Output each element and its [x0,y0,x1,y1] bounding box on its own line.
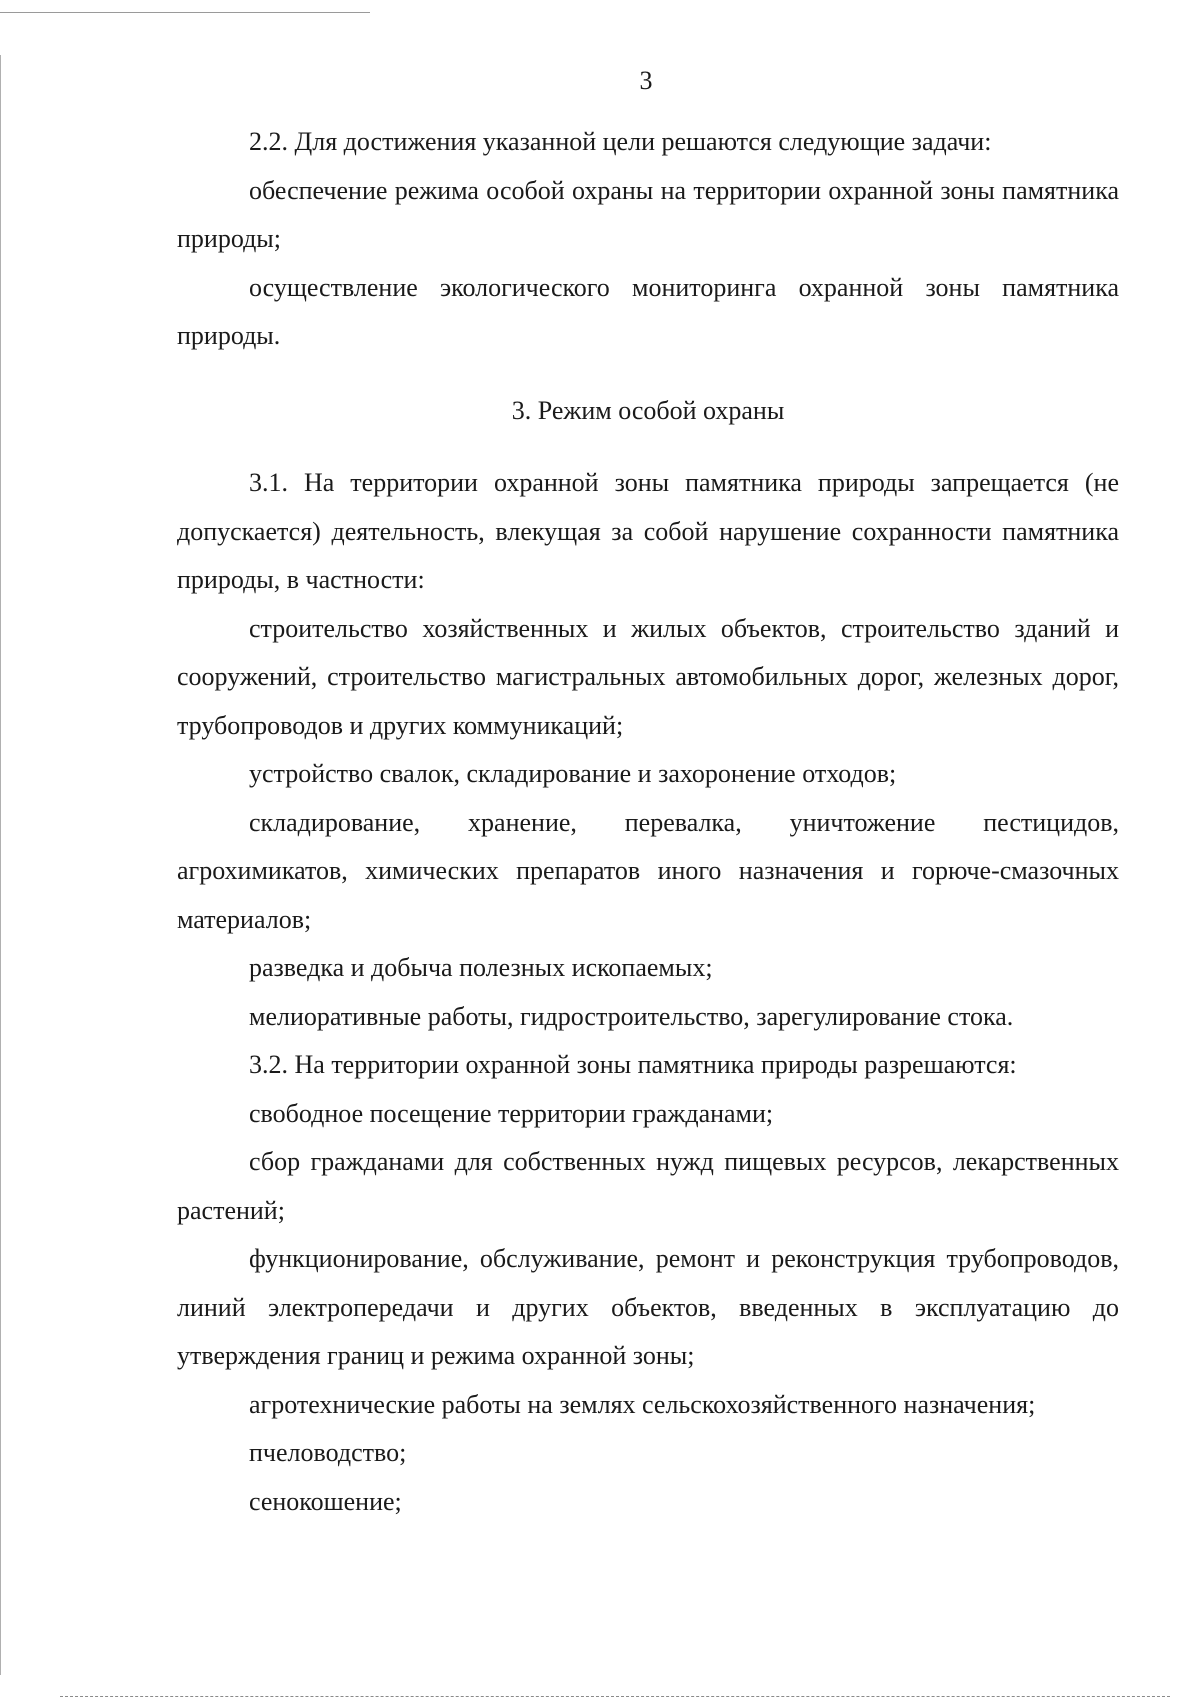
allowed-item-haymaking: сенокошение; [249,1486,402,1516]
page-number: 3 [639,66,653,95]
scan-border-left [0,55,1,1675]
paragraph-3-1: 3.1. На территории охранной зоны памятника природы запрещается (не допускается) деятельность, влекущая за собой нарушение сохранности памятника природы, в частности: [177,468,1119,594]
allowed-item-gathering: сбор гражданами для собственных нужд пищевых ресурсов, лекарственных растений; [177,1147,1119,1225]
paragraph-3-2: 3.2. На территории охранной зоны памятника природы разрешаются: [249,1050,1017,1079]
prohibited-item-pesticides: складирование, хранение, перевалка, уничтожение пестицидов, агрохимикатов, химических препаратов иного назначения и горюче-смазочных материалов; [177,807,1119,934]
allowed-item-infrastructure: функционирование, обслуживание, ремонт и реконструкция трубопроводов, линий электропередачи и других объектов, введенных в эксплуатацию до утверждения границ и режима охранной зоны; [177,1244,1119,1370]
document-body [177,118,1119,1526]
prohibited-item-construction: строительство хозяйственных и жилых объектов, строительство зданий и сооружений, строительство магистральных автомобильных дорог, железных дорог, трубопроводов и других коммуникаций; [177,613,1119,740]
prohibited-item-dumps: устройство свалок, складирование и захоронение отходов; [249,759,897,788]
allowed-item-beekeeping: пчеловодство; [249,1438,407,1467]
allowed-item-visits: свободное посещение территории гражданами; [249,1098,774,1128]
paragraph-2-2: 2.2. Для достижения указанной цели решаются следующие задачи: [249,127,992,156]
section-heading: 3. Режим особой охраны [511,395,785,425]
prohibited-item-mining: разведка и добыча полезных ископаемых; [249,953,713,982]
scan-border-top [0,12,370,13]
task-item-protection-regime: обеспечение режима особой охраны на территории охранной зоны памятника природы; [177,175,1119,253]
prohibited-item-melioration: мелиоративные работы, гидростроительство, зарегулирование стока. [249,1001,1014,1031]
task-item-monitoring: осуществление экологического мониторинга охранной зоны памятника природы. [177,272,1119,350]
allowed-item-agrotechnical: агротехнические работы на землях сельскохозяйственного назначения; [249,1389,1036,1419]
scan-border-bottom [60,1696,1170,1697]
